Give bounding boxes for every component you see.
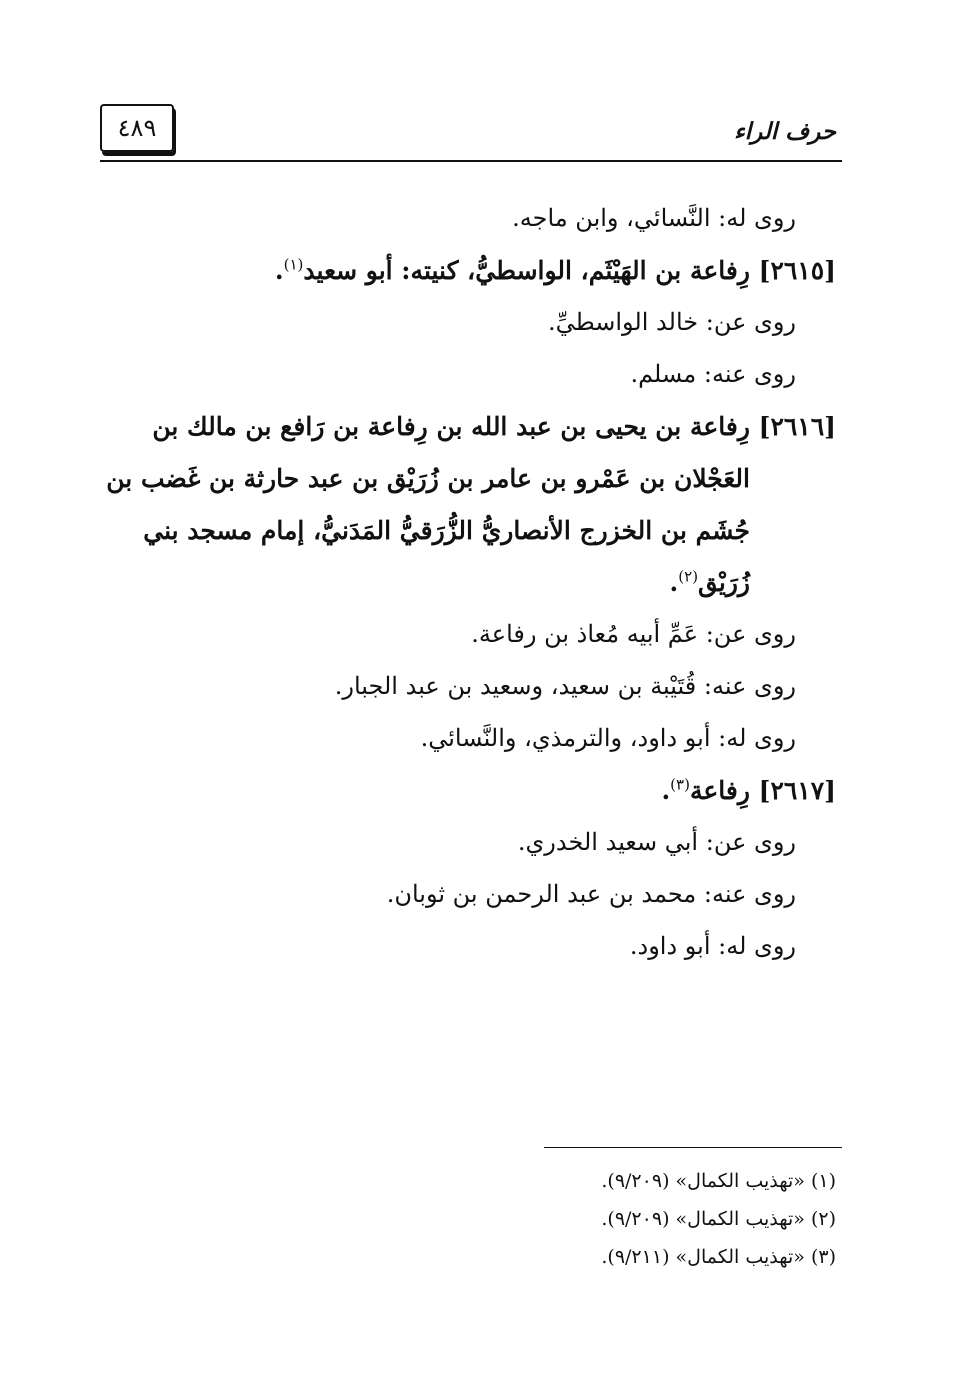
footnote-1: (١) «تهذيب الكمال» (٩/٢٠٩). bbox=[601, 1170, 836, 1192]
text-line: روى له: النَّسائي، وابن ماجه. bbox=[512, 204, 796, 232]
running-title: حرف الراء bbox=[733, 118, 836, 145]
narration-line: روى عن: عَمِّ أبيه مُعاذ بن رفاعة. bbox=[471, 620, 796, 648]
narration-line: روى له: أبو داود، والترمذي، والنَّسائي. bbox=[420, 724, 796, 752]
page-number-box bbox=[100, 104, 174, 152]
footnote-ref: (٢) bbox=[678, 567, 699, 586]
entry-heading-end: . bbox=[274, 256, 284, 285]
entry-heading-2616-line-1: [٢٦١٦] رِفاعة بن يحيى بن عبد الله بن رِفاعة بن رَافع بن مالك بن bbox=[152, 412, 836, 441]
entry-heading-text: [٢٦١٧] رِفاعة bbox=[689, 776, 836, 805]
entry-heading-2616-line-2: العَجْلان بن عَمْرو بن عامر بن زُرَيْق بن عبد حارثة بن غَضب بن bbox=[106, 464, 750, 493]
narration-line: روى عنه: مسلم. bbox=[630, 360, 796, 388]
header-divider bbox=[100, 160, 842, 162]
page-number: ٤٨٩ bbox=[117, 114, 157, 142]
entry-heading-2615 bbox=[100, 244, 836, 296]
footnotes bbox=[601, 1162, 836, 1276]
narration-line: روى عنه: قُتَيْبة بن سعيد، وسعيد بن عبد الجبار. bbox=[334, 672, 796, 700]
footnote-ref: (١) bbox=[283, 255, 304, 274]
footnote-3: (٣) «تهذيب الكمال» (٩/٢١١). bbox=[601, 1246, 836, 1268]
narration-line: روى له: أبو داود. bbox=[629, 932, 796, 960]
main-text bbox=[100, 192, 836, 972]
entry-heading-text: [٢٦١٥] رِفاعة بن الهَيْثَم، الواسطيُّ، كنيته: أبو سعيد bbox=[303, 256, 836, 285]
entry-heading-text: زُرَيْق bbox=[698, 568, 750, 597]
entry-heading-2616-line-3: جُشَم بن الخزرج الأنصاريُّ الزُّرَقيُّ المَدَنيُّ، إمام مسجد بني bbox=[143, 516, 750, 545]
narration-line: روى عنه: محمد بن عبد الرحمن بن ثوبان. bbox=[386, 880, 796, 908]
narration-line: روى عن: أبي سعيد الخدري. bbox=[517, 828, 796, 856]
entry-heading-end: . bbox=[661, 776, 671, 805]
entry-heading-2616-line-4 bbox=[100, 556, 836, 608]
footnote-divider bbox=[544, 1147, 842, 1148]
footnote-2: (٢) «تهذيب الكمال» (٩/٢٠٩). bbox=[601, 1208, 836, 1230]
footnote-ref: (٣) bbox=[670, 775, 690, 794]
entry-heading-2617 bbox=[100, 764, 836, 816]
narration-line: روى عن: خالد الواسطيِّ. bbox=[547, 308, 796, 336]
entry-heading-end: . bbox=[669, 568, 679, 597]
